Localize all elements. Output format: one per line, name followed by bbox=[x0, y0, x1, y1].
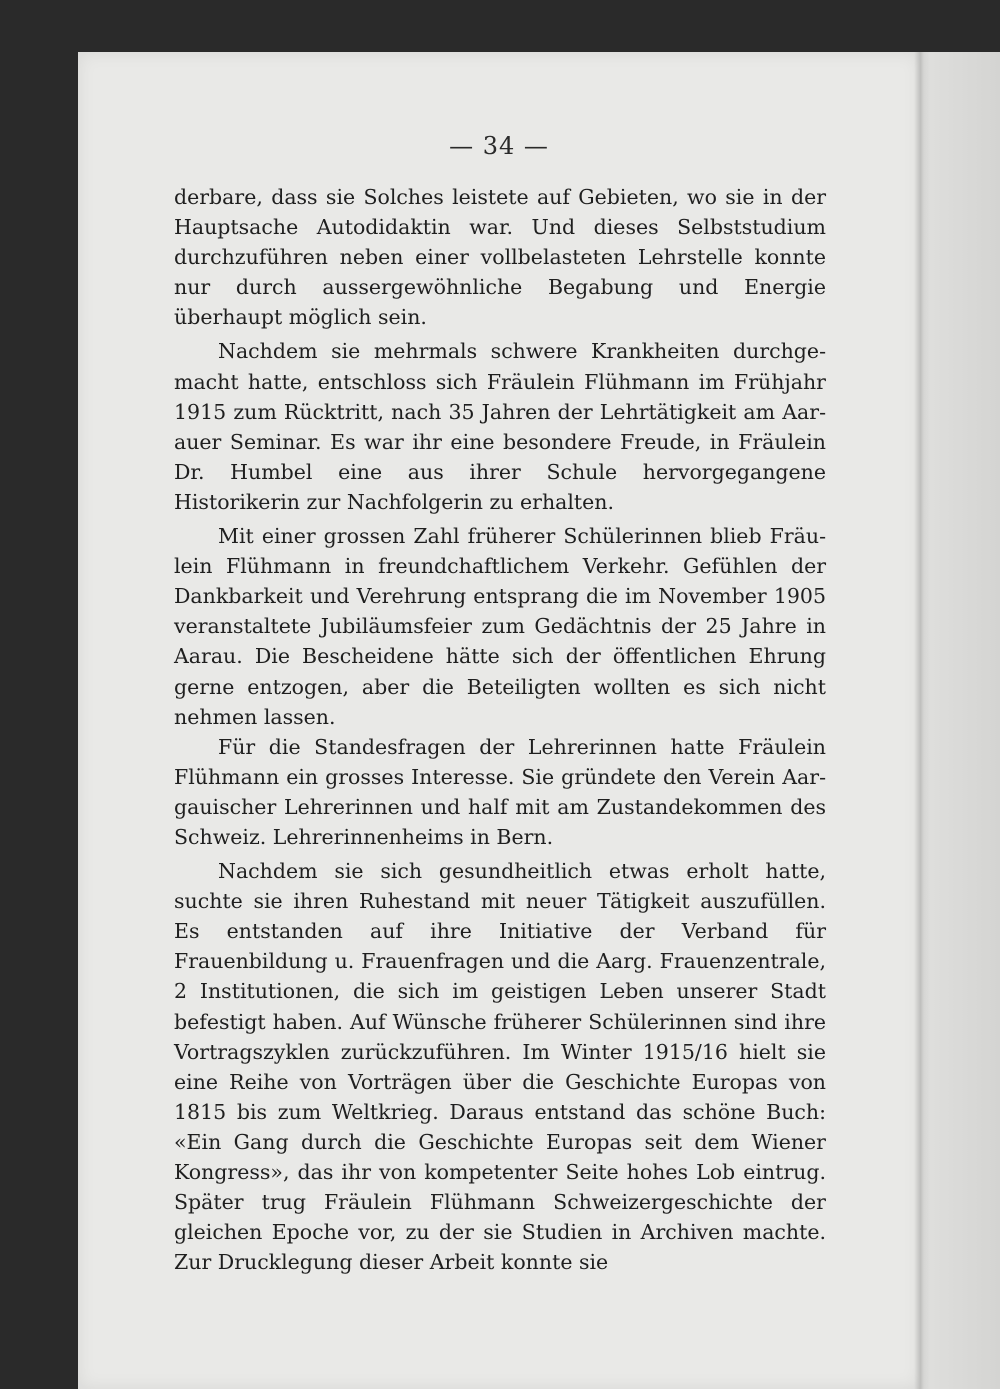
paragraph-4: Für die Standesfragen der Lehrerinnen hatte Fräulein Flühmann ein grosses Interesse. Sie gründete den Verein Aargauischer Lehrerinnen und half mit am Zustandekommen des Schweiz. Lehrerinnenheims in Bern. bbox=[174, 734, 826, 849]
next-page-edge bbox=[920, 52, 1000, 1389]
paragraph-1: derbare, dass sie Solches leistete auf Gebieten, wo sie in der Hauptsache Autodidaktin war. Und dieses Selbststudium durchzuführen neben einer vollbelasteten Lehrstelle konnte nur durch aussergewöhnliche Begabung und Energie überhaupt möglich sein. bbox=[174, 185, 826, 330]
paragraph-2: Nachdem sie mehrmals schwere Krankheiten durchgemacht hatte, entschloss sich Fräulein Flühmann im Frühjahr 1915 zum Rücktritt, nach 35 Jahren der Lehrtätigkeit am Aarauer Seminar. Es war ihr eine besondere Freude, in Fräulein Dr. Humbel eine aus ihrer Schule hervorgegangene Historikerin zur Nachfolgerin zu erhalten. bbox=[174, 339, 826, 514]
page-number: — 34 — bbox=[449, 132, 549, 160]
body-text bbox=[174, 182, 826, 1277]
book-page bbox=[78, 52, 920, 1389]
paragraph-3: Mit einer grossen Zahl früherer Schülerinnen blieb Fräulein Flühmann in freundchaftlichem Verkehr. Gefühlen der Dankbarkeit und Verehrung entsprang die im November 1905 veranstaltete Jubiläumsfeier zum Gedächtnis der 25 Jahre in Aarau. Die Bescheidene hätte sich der öffentlichen Ehrung gerne entzogen, aber die Beteiligten wollten es sich nicht nehmen lassen. bbox=[174, 524, 826, 729]
paragraph-5: Nachdem sie sich gesundheitlich etwas erholt hatte, suchte sie ihren Ruhestand mit neuer Tätigkeit auszufüllen. Es entstanden auf ihre Initiative der Verband für Frauenbildung u. Frauenfragen und die Aarg. Frauenzentrale, 2 Institutionen, die sich im geistigen Leben unserer Stadt befestigt haben. Auf Wünsche früherer Schülerinnen sind ihre Vortragszyklen zurückzuführen. Im Winter 1915/16 hielt sie eine Reihe von Vorträgen über die Geschichte Europas von 1815 bis zum Weltkrieg. Daraus entstand das schöne Buch: «Ein Gang durch die Geschichte Europas seit dem Wiener Kongress», das ihr von kompetenter Seite hohes Lob eintrug. Später trug Fräulein Flühmann Schweizergeschichte der gleichen Epoche vor, zu der sie Studien in Archiven machte. Zur Drucklegung dieser Arbeit konnte sie bbox=[174, 859, 826, 1275]
